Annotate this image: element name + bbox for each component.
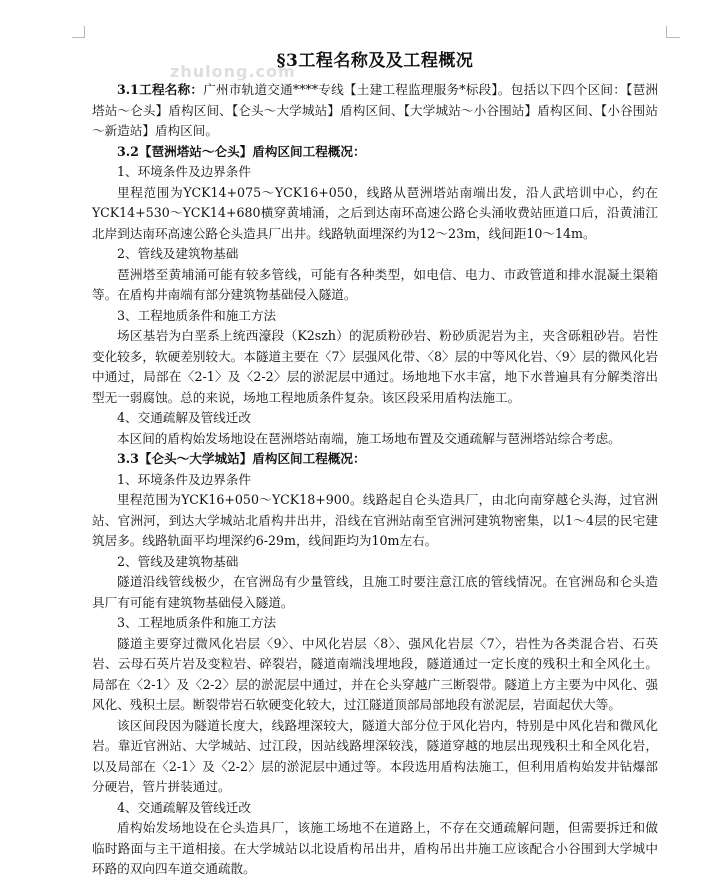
section-3-3-item3-title: 3、工程地质条件和施工方法 bbox=[117, 615, 277, 630]
watermark-text: zhulong.com bbox=[170, 62, 296, 81]
section-3-3-item4-title: 4、交通疏解及管线迁改 bbox=[117, 799, 251, 815]
section-3-3-item4-text: 盾构始发场地设在仑头造具厂，该施工场地不在道路上，不存在交通疏解问题，但需要拆迁和做临时路面与主干道相接。在大学城站以北设盾构吊出井，盾构吊出井施工应该配合小谷围到大学城中环路的双向四车道交通疏散。 bbox=[92, 820, 658, 876]
section-3-1 bbox=[92, 80, 658, 142]
section-3-2-item4-text: 本区间的盾构始发场地设在琶洲塔站南端，施工场地布置及交通疏解与琶洲塔站综合考虑。 bbox=[117, 430, 621, 446]
section-3-3-item1-text: 里程范围为YCK16+050～YCK18+900。线路起自仑头造具厂，由北向南穿越仑头海，过官洲站、官洲河，到达大学城站北盾构井出井，沿线在官洲站南至官洲河建筑物密集，以1～4层的民宅建筑居多。线路轨面平均埋深约6-29m，线间距均为10m左右。 bbox=[92, 492, 658, 548]
section-3-3-heading: 3.3【仑头～大学城站】盾构区间工程概况： bbox=[117, 451, 366, 466]
page-frame-top-h bbox=[72, 37, 85, 38]
section-3-3-item3-text1: 隧道主要穿过微风化岩层〈9〉、中风化岩层〈8〉、强风化岩层〈7〉，岩性为各类混合岩、石英岩、云母石英片岩及变粒岩、碎裂岩，隧道南端浅埋地段，隧道通过一定长度的残积土和全风化土。局部在〈2-1〉及〈2-2〉层的淤泥层中通过，并在仑头穿越广三断裂带。隧道上方主要为中风化、强风化、残积土层。断裂带岩石软硬变化较大，过江隧道顶部局部地段有淤泥层，岩面起伏大等。 bbox=[92, 635, 658, 712]
section-3-3-item3-text2: 该区间段因为隧道长度大，线路埋深较大，隧道大部分位于风化岩内，特别是中风化岩和微风化岩。靠近官洲站、大学城站、过江段，因站线路埋深较浅，隧道穿越的地层出现残积土和全风化岩，以及局部在〈2-1〉及〈2-2〉层的淤泥层中通过等。本段选用盾构法施工，但利用盾构始发井钻爆部分硬岩，管片拼装通过。 bbox=[92, 717, 658, 794]
section-3-2-item2-title: 2、管线及建筑物基础 bbox=[117, 246, 239, 261]
section-3-3-item2-title: 2、管线及建筑物基础 bbox=[117, 553, 239, 569]
section-3-1-heading: 3.1工程名称： bbox=[117, 82, 204, 97]
section-3-2-heading: 3.2【琶洲塔站～仑头】盾构区间工程概况： bbox=[117, 143, 366, 159]
section-3-2-item3-title: 3、工程地质条件和施工方法 bbox=[117, 307, 277, 323]
page-title: §3工程名称及及工程概况 bbox=[276, 51, 474, 71]
section-3-3-item1-title: 1、环境条件及边界条件 bbox=[117, 471, 251, 487]
section-3-1-text: 广州市轨道交通****专线【土建工程监理服务*标段】。包括以下四个区间：【琶洲塔站～仑头】盾构区间、【仑头～大学城站】盾构区间、【大学城站～小谷围站】盾构区间、【小谷围站～新造站】盾构区间。 bbox=[92, 82, 658, 138]
section-3-3-item2-text: 隧道沿线管线极少，在官洲岛有少量管线，且施工时要注意江底的管线情况。在官洲岛和仑头造具厂有可能有建筑物基础侵入隧道。 bbox=[92, 574, 658, 610]
section-3-2-item1-text: 里程范围为YCK14+075～YCK16+050，线路从琶洲塔站南端出发，沿人武培训中心，约在YCK14+530～YCK14+680横穿黄埔涌，之后到达南环高速公路仑头涌收费站匝道口后，沿黄浦江北岸到达南环高速公路仑头造具厂出井。线路轨面埋深约为12～23m，线间距10～14m。 bbox=[92, 184, 658, 241]
section-3-2-item2-text: 琶洲塔至黄埔涌可能有较多管线，可能有各种类型，如电信、电力、市政管道和排水混凝土渠箱等。在盾构井南端有部分建筑物基础侵入隧道。 bbox=[92, 266, 658, 302]
document-body bbox=[92, 48, 658, 880]
section-3-2-item1-title: 1、环境条件及边界条件 bbox=[117, 164, 251, 179]
section-3-2-item3-text: 场区基岩为白垩系上统西濠段（K2szh）的泥质粉砂岩、粉砂质泥岩为主，夹含砾粗砂岩。岩性变化较多，软硬差别较大。本隧道主要在〈7〉层强风化带、〈8〉层的中等风化岩、〈9〉层的微风化岩中通过，局部在〈2-1〉及〈2-2〉层的淤泥层中通过。场地地下水丰富，地下水普遍具有分解类溶出型无一弱腐蚀。总的来说，场地工程地质条件复杂。该区段采用盾构法施工。 bbox=[92, 328, 658, 405]
section-3-2-item4-title: 4、交通疏解及管线迁改 bbox=[117, 410, 251, 425]
page-frame-right-h bbox=[666, 37, 680, 38]
